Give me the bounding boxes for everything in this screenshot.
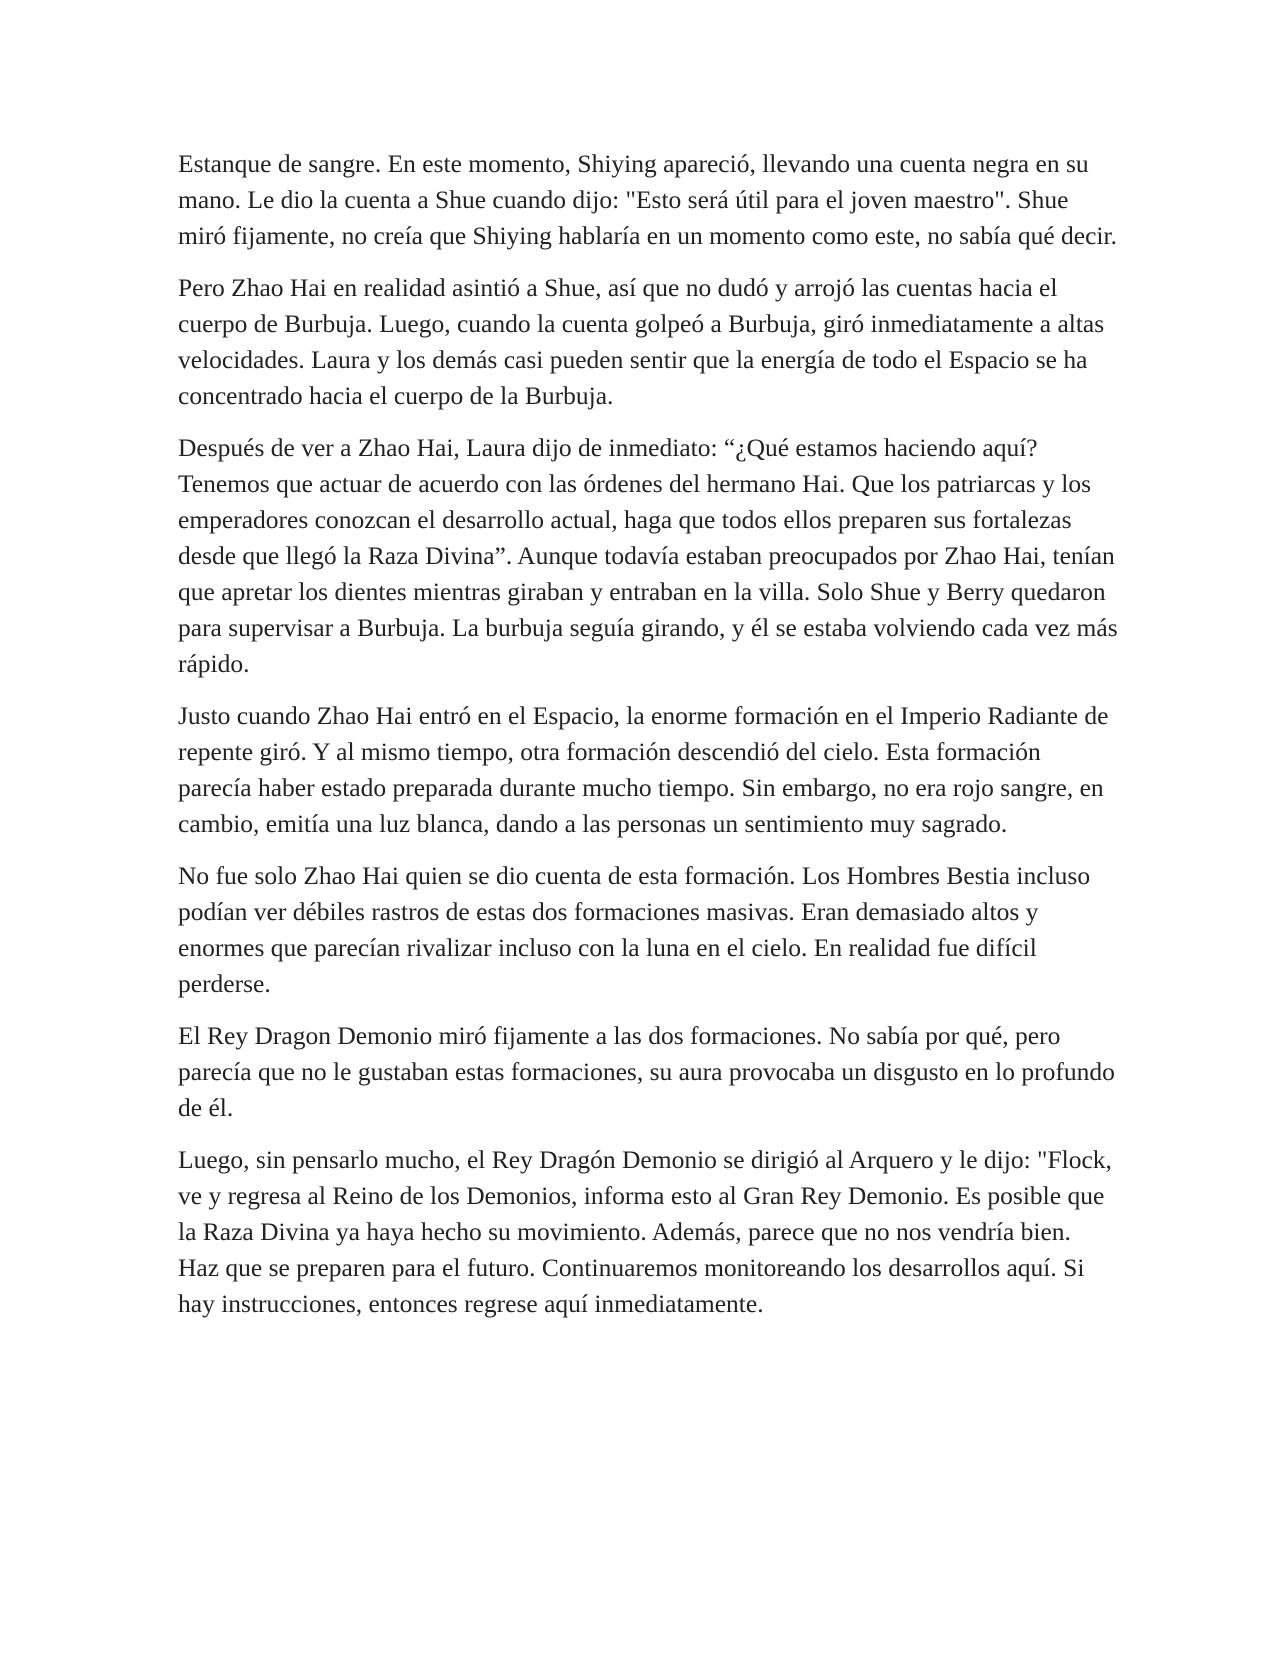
paragraph-1: Estanque de sangre. En este momento, Shiying apareció, llevando una cuenta negra en su mano. Le dio la cuenta a Shue cuando dijo: "Esto será útil para el joven maestro". Shue miró fijamente, no creía que Shiying hablaría en un momento como este, no sabía qué decir. [178, 149, 1117, 250]
paragraph-4: Justo cuando Zhao Hai entró en el Espacio, la enorme formación en el Imperio Radiante de repente giró. Y al mismo tiempo, otra formación descendió del cielo. Esta formación parecía haber estado preparada durante mucho tiempo. Sin embargo, no era rojo sangre, en cambio, emitía una luz blanca, dando a las personas un sentimiento muy sagrado. [178, 701, 1109, 838]
paragraph-5: No fue solo Zhao Hai quien se dio cuenta de esta formación. Los Hombres Bestia incluso podían ver débiles rastros de estas dos formaciones masivas. Eran demasiado altos y enormes que parecían rivalizar incluso con la luna en el cielo. En realidad fue difícil perderse. [178, 861, 1091, 998]
document-page [178, 146, 1118, 1338]
paragraph-2: Pero Zhao Hai en realidad asintió a Shue, así que no dudó y arrojó las cuentas hacia el cuerpo de Burbuja. Luego, cuando la cuenta golpeó a Burbuja, giró inmediatamente a altas velocidades. Laura y los demás casi pueden sentir que la energía de todo el Espacio se ha concentrado hacia el cuerpo de la Burbuja. [178, 273, 1105, 410]
paragraph-3: Después de ver a Zhao Hai, Laura dijo de inmediato: “¿Qué estamos haciendo aquí? Tenemos que actuar de acuerdo con las órdenes del hermano Hai. Que los patriarcas y los emperadores conozcan el desarrollo actual, haga que todos ellos preparen sus fortalezas desde que llegó la Raza Divina”. Aunque todavía estaban preocupados por Zhao Hai, tenían que apretar los dientes mientras giraban y entraban en la villa. Solo Shue y Berry quedaron para supervisar a Burbuja. La burbuja seguía girando, y él se estaba volviendo cada vez más rápido. [178, 433, 1118, 678]
paragraph-6: El Rey Dragon Demonio miró fijamente a las dos formaciones. No sabía por qué, pero parecía que no le gustaban estas formaciones, su aura provocaba un disgusto en lo profundo de él. [178, 1021, 1115, 1122]
paragraph-7: Luego, sin pensarlo mucho, el Rey Dragón Demonio se dirigió al Arquero y le dijo: "Flock, ve y regresa al Reino de los Demonios, informa esto al Gran Rey Demonio. Es posible que la Raza Divina ya haya hecho su movimiento. Además, parece que no nos vendría bien. Haz que se preparen para el futuro. Continuaremos monitoreando los desarrollos aquí. Si hay instrucciones, entonces regrese aquí inmediatamente. [178, 1145, 1112, 1318]
